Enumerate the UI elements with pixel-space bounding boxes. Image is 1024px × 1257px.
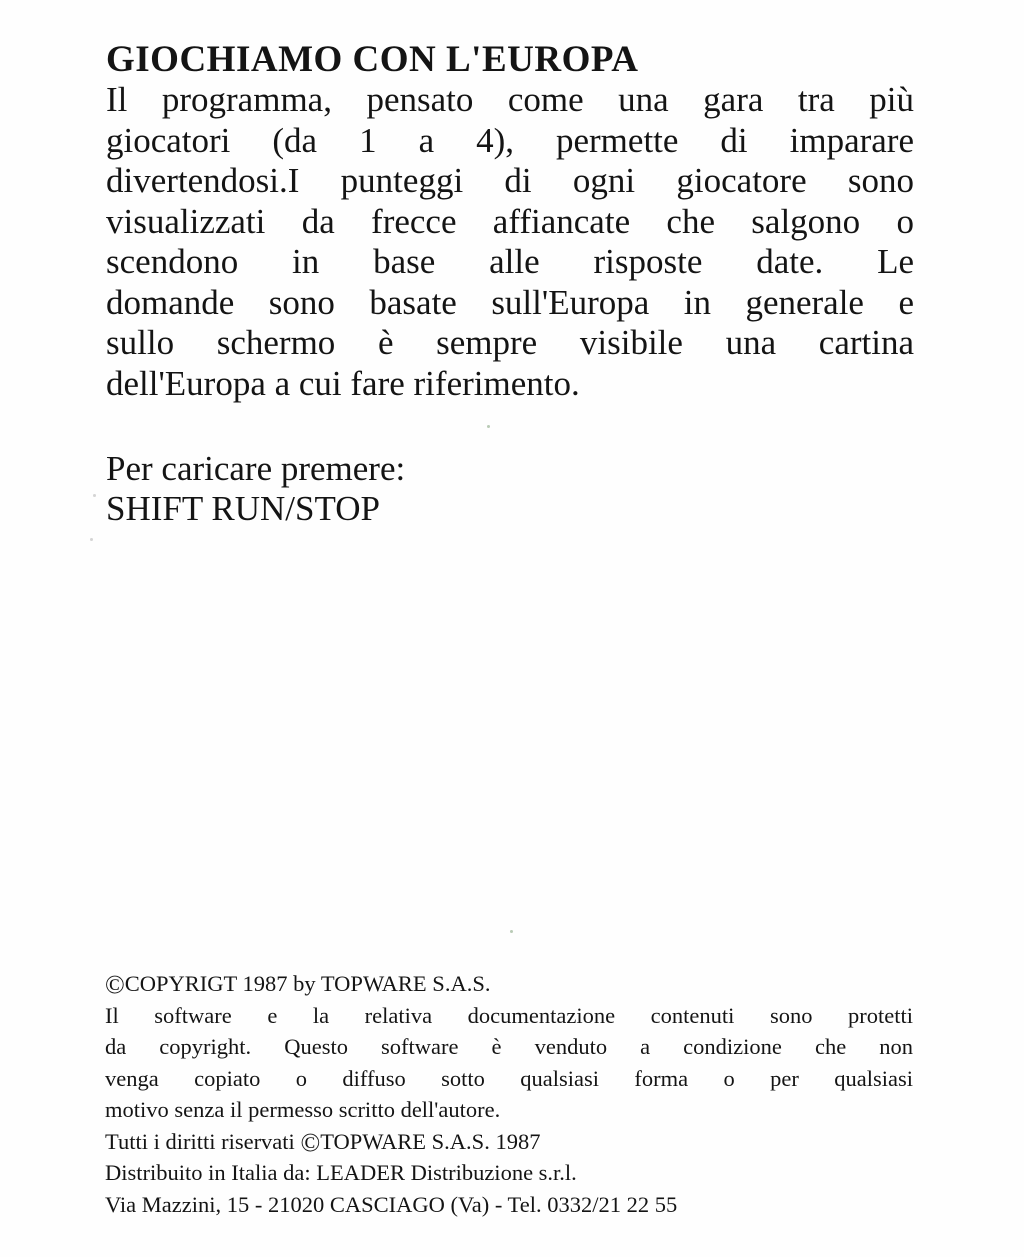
paper-speck — [90, 538, 93, 541]
page-title: GIOCHIAMO CON L'EUROPA — [106, 39, 639, 80]
description-line: visualizzati da frecce affiancate che salgono o — [106, 201, 914, 241]
legal-line: venga copiato o diffuso sotto qualsiasi forma o per qualsiasi — [105, 1065, 913, 1091]
game-description — [106, 80, 914, 404]
copyright-icon: © — [105, 970, 125, 999]
copyright-heading — [105, 968, 913, 1000]
load-instructions — [106, 449, 405, 529]
load-prompt: Per caricare premere: — [106, 449, 406, 488]
description-line: dell'Europa a cui fare riferimento. — [106, 363, 580, 403]
description-line: sullo schermo è sempre visibile una cartina — [106, 323, 914, 362]
copyright-text: COPYRIGT 1987 by TOPWARE S.A.S. — [124, 971, 491, 996]
description-line: divertendosi.I punteggi di ogni giocatore sono — [106, 161, 914, 200]
legal-line: motivo senza il permesso scritto dell'autore. — [105, 1097, 501, 1122]
description-line: domande sono basate sull'Europa in generale e — [106, 282, 914, 322]
description-line: scendono in base alle risposte date. Le — [106, 242, 914, 281]
copyright-icon: © — [300, 1127, 321, 1157]
distributor-line: Distribuito in Italia da: LEADER Distribuzione s.r.l. — [105, 1160, 577, 1185]
paper-speck — [510, 930, 513, 933]
rights-holder: TOPWARE S.A.S. 1987 — [320, 1128, 541, 1154]
copyright-notice — [105, 968, 913, 1220]
legal-line: da copyright. Questo software è venduto a condizione che non — [105, 1034, 913, 1059]
paper-speck — [93, 494, 96, 497]
rights-prefix: Tutti i diritti riservati — [105, 1128, 295, 1154]
legal-line: Il software e la relativa documentazione contenuti sono protetti — [105, 1002, 913, 1028]
rights-line — [105, 1126, 913, 1158]
description-line: Il programma, pensato come una gara tra più — [106, 80, 914, 119]
address-line: Via Mazzini, 15 - 21020 CASCIAGO (Va) - Tel. 0332/21 22 55 — [105, 1191, 678, 1217]
paper-speck — [487, 425, 490, 428]
load-keys: SHIFT RUN/STOP — [106, 489, 380, 528]
description-line: giocatori (da 1 a 4), permette di imparare — [106, 120, 914, 160]
